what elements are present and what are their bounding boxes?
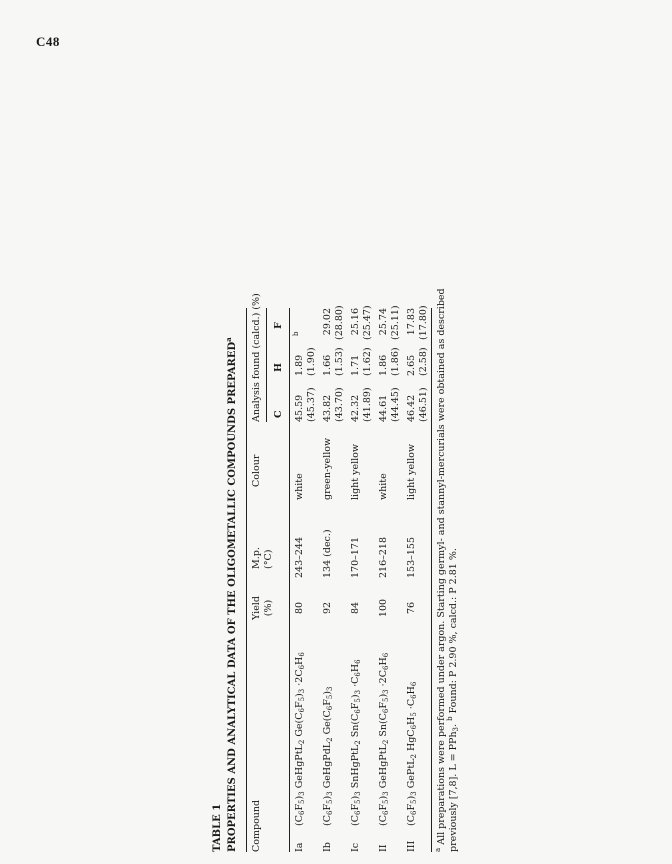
cell-c-calc: (41.89) [362, 387, 373, 422]
cell-colour: light yellow [406, 443, 417, 500]
header-compound: Compound [251, 799, 262, 852]
cell-f-calc: (17.80) [418, 305, 429, 340]
cell-c: 42.32 [350, 394, 361, 422]
cell-formula: $(C_6F_5)_3$ SnHgPtL$_2$ $Sn(C_6F_5)_3 \cdot C_6H_6$ [350, 659, 362, 826]
cell-yield: 80 [294, 601, 305, 615]
cell-h: 2.65 [406, 354, 417, 376]
cell-h-calc: (1.62) [362, 347, 373, 376]
header-yield-1: Yield [251, 596, 262, 620]
cell-h: 1.71 [350, 354, 361, 376]
analysis-rule [266, 308, 267, 422]
footnote-a-line2-sub: 3 [452, 726, 460, 732]
cell-h: 1.86 [378, 354, 389, 376]
cell-h-calc: (1.90) [306, 347, 317, 376]
cell-f-calc: (28.80) [334, 305, 345, 340]
page-label: C48 [36, 34, 60, 49]
title-footnote-mark: a [224, 337, 233, 342]
cell-id: Ia [294, 842, 305, 852]
header-analysis: Analysis found (calcd.) (%) [251, 293, 262, 422]
cell-h-calc: (1.53) [334, 347, 345, 376]
cell-colour: green-yellow [322, 437, 333, 500]
header-mp-2: (°C) [263, 549, 274, 569]
cell-yield: 84 [350, 601, 361, 615]
cell-h-calc: (1.86) [390, 347, 401, 376]
cell-colour: white [294, 473, 305, 500]
cell-colour: white [378, 473, 389, 500]
table-title [224, 337, 239, 852]
cell-h: 1.66 [322, 354, 333, 376]
header-colour: Colour [251, 454, 262, 487]
cell-mp: 216–218 [378, 536, 389, 578]
header-f: F [273, 322, 284, 329]
cell-formula: $(C_6F_5)_3$ GeHgPtL$_2$ $Sn(C_6F_5)_3 \cdot 2C_6H_6$ [378, 652, 390, 826]
cell-c-calc: (44.45) [390, 387, 401, 422]
header-mp-1: M.p. [251, 547, 262, 569]
header-h: H [273, 363, 284, 372]
cell-mp: 243–244 [294, 536, 305, 578]
table-label: TABLE 1 [212, 803, 223, 852]
cell-f-calc: (25.11) [390, 305, 401, 340]
cell-f: 29.02 [322, 308, 333, 336]
cell-c: 45.59 [294, 394, 305, 422]
cell-c: 44.61 [378, 394, 389, 422]
cell-id: Ib [322, 842, 333, 852]
cell-formula: $(C_6F_5)_3$ GeHgPdL$_2$ $Ge(C_6F_5)_3$ [322, 686, 334, 826]
cell-f: 25.16 [350, 308, 361, 336]
footnote-a-mark: a [434, 847, 442, 852]
footnote-b-mark: b [446, 716, 454, 721]
cell-h: 1.89 [294, 354, 305, 376]
bottom-rule [431, 308, 432, 852]
cell-formula: $(C_6F_5)_3$ GePtL$_2$ $HgC_6H_5 \cdot C_6H_6$ [406, 681, 418, 826]
top-rule [246, 308, 247, 852]
cell-id: II [378, 844, 389, 852]
cell-f: 25.74 [378, 308, 389, 336]
cell-formula: $(C_6F_5)_3$ GeHgPtL$_2$ $Ge(C_6F_5)_3 \cdot 2C_6H_6$ [294, 652, 306, 826]
header-c: C [273, 410, 284, 418]
cell-c-calc: (43.70) [334, 387, 345, 422]
cell-c-calc: (46.51) [418, 387, 429, 422]
footnote-b-text: Found: P 2.90 %, calcd.: P 2.81 %. [448, 548, 459, 714]
cell-c: 43.82 [322, 394, 333, 422]
cell-colour: light yellow [350, 443, 361, 500]
cell-mp: 134 (dec.) [322, 529, 333, 578]
rotated-table [212, 288, 460, 852]
cell-yield: 92 [322, 601, 333, 615]
footnote-a-line2-text: previously [7,8]. L = PPh [448, 731, 459, 852]
cell-c-calc: (45.37) [306, 387, 317, 422]
cell-f-calc: (25.47) [362, 305, 373, 340]
cell-mp: 170–171 [350, 536, 361, 578]
footnote-a-text: All preparations were performed under argon. Starting germyl- and stannyl-mercurials were obtained as described [436, 288, 447, 845]
cell-id: Ic [350, 842, 361, 852]
cell-f: b [292, 331, 300, 336]
header-rule [289, 308, 290, 852]
cell-h-calc: (2.58) [418, 347, 429, 376]
cell-f: 17.83 [406, 308, 417, 336]
cell-c: 46.42 [406, 394, 417, 422]
cell-id: III [406, 840, 417, 852]
cell-mp: 153–155 [406, 536, 417, 578]
header-yield-2: (%) [263, 599, 274, 617]
footnote-a-line1 [436, 288, 448, 852]
cell-yield: 76 [406, 601, 417, 615]
cell-yield: 100 [378, 598, 389, 618]
footnote-a-line2: previously [7,8]. L = PPh$_3$. $^b$ Found: P 2.90 %, calcd.: P 2.81 %. [446, 548, 460, 852]
table-title-text: PROPERTIES AND ANALYTICAL DATA OF THE OLIGOMETALLIC COMPOUNDS PREPARED [227, 341, 238, 852]
